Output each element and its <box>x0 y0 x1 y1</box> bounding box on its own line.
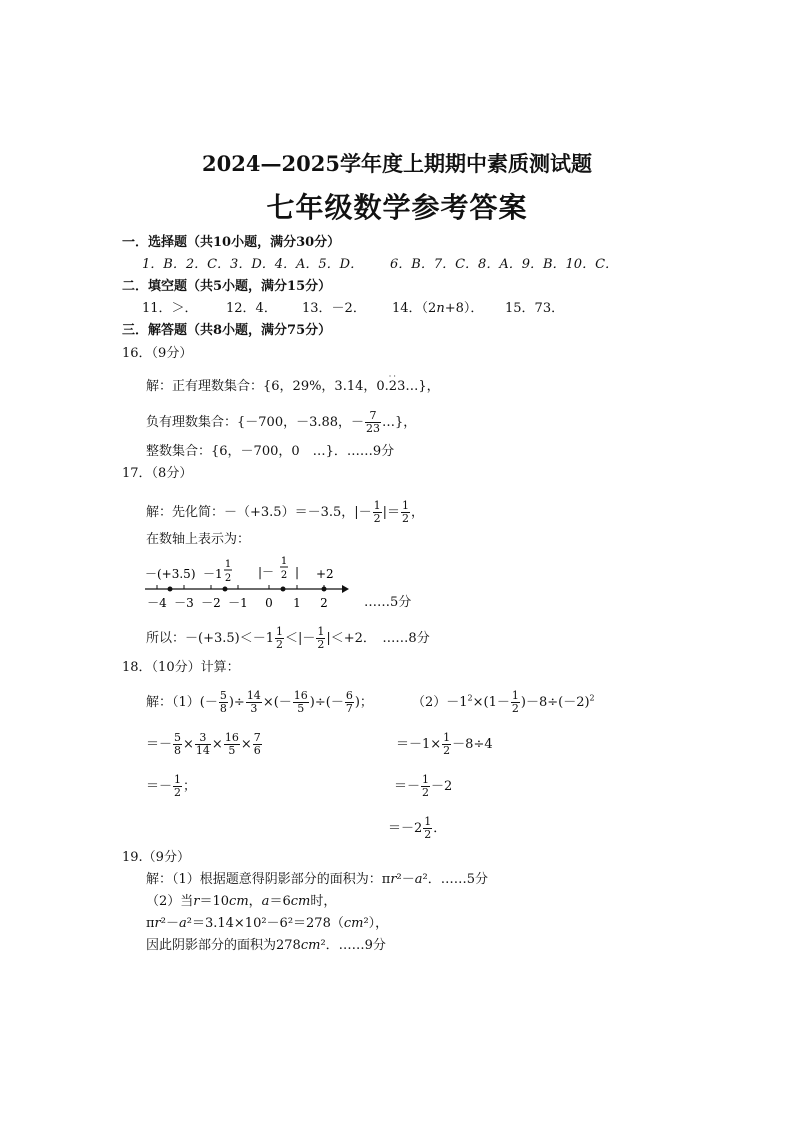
number-line <box>140 552 360 612</box>
q17-numberline-intro: 在数轴上表示为： <box>146 532 251 547</box>
svg-text:－3: －3 <box>174 596 194 610</box>
q18-part2-result: ＝－2 $\frac{1}{2}$ ． <box>388 815 447 841</box>
q18-part2-step1: ＝－1× $\frac{1}{2}$ －8÷4 <box>396 731 493 757</box>
svg-text:1: 1 <box>293 596 301 610</box>
svg-text:1: 1 <box>280 556 288 567</box>
section1-answers-6-10: 6．B．7．C．8．A．9．B．10．C． <box>390 257 619 272</box>
q16-positive-set: 解：正有理数集合：{6，29%，3.14，0. ·· 23…}， <box>146 372 440 394</box>
label-neg-1-half: －1 <box>203 567 223 581</box>
q17-label: 17．（8分） <box>122 466 193 481</box>
point-neg-3-5 <box>168 587 173 592</box>
point-half <box>281 587 286 592</box>
q18-part1-result: ＝－ $\frac{1}{2}$ ； <box>146 773 197 799</box>
document-title: 2024—2025学年度上期期中素质测试题 <box>202 151 592 176</box>
label-abs-neg-half: |－ <box>258 565 275 579</box>
q17-simplify: 解：先化简：－（+3.5）＝－3.5，|－ $\frac{1}{2}$ |＝ $\frac{1}{2}$ ， <box>146 499 425 525</box>
answer-13: 13．－2． <box>302 301 366 316</box>
section1-heading: 一．选择题（共10小题，满分30分） <box>122 235 341 250</box>
q19-line4: 因此阴影部分的面积为278cm²．……9分 <box>146 938 386 953</box>
document-subtitle: 七年级数学参考答案 <box>266 191 528 224</box>
q17-score-5: ……5分 <box>364 595 412 610</box>
svg-text:1: 1 <box>224 559 232 570</box>
svg-text:0: 0 <box>265 596 273 610</box>
svg-text:－2: －2 <box>201 596 221 610</box>
answer-14: 14．（2n+8）． <box>392 301 484 316</box>
q18-part1-step1: ＝－ $\frac{5}{8}$ × $\frac{3}{14}$ × $\frac{16}{5}$ × $\frac{7}{6}$ <box>146 731 261 757</box>
svg-text:－1: －1 <box>228 596 248 610</box>
point-2 <box>322 587 327 592</box>
section1-answers-1-5: 1．B．2．C．3．D．4．A．5．D． <box>142 257 364 272</box>
svg-text:2: 2 <box>280 570 288 581</box>
q16-label: 16．（9分） <box>122 346 193 361</box>
q18-part1-problem: 解：（1）(－ $\frac{5}{8}$ )÷ $\frac{14}{3}$ ×(－ $\frac{16}{5}$ )÷(－ $\frac{6}{7}$ )； <box>146 689 373 715</box>
q18-part2-problem: $(2)-1^2\times(1-$ $\frac{1}{2}$ )$-8\div(-2)^2$ <box>412 689 595 715</box>
answer-12: 12．4． <box>226 301 277 316</box>
label-plus-2: +2 <box>316 567 334 581</box>
q19-line1: 解：（1）根据题意得阴影部分的面积为：πr²－a²．……5分 <box>146 872 489 887</box>
q18-part2-step2: ＝－ $\frac{1}{2}$ －2 <box>394 773 453 799</box>
answer-11: 11．＞． <box>142 301 198 316</box>
section2-heading: 二．填空题（共5小题，满分15分） <box>122 279 332 294</box>
tick-labels <box>147 596 328 610</box>
q19-line3: πr²－a²＝3.14×10²－6²＝278（cm²）， <box>146 916 389 931</box>
q17-conclusion: 所以：－(+3.5)＜－1 $\frac{1}{2}$ ＜|－ $\frac{1}{2}$ |＜+2． ……8分 <box>146 625 430 651</box>
svg-text:－4: －4 <box>147 596 167 610</box>
answer-15: 15．73． <box>505 301 565 316</box>
q19-label: 19.（9分） <box>122 850 190 865</box>
svg-text:2: 2 <box>224 573 232 584</box>
q16-integer-set: 整数集合：{6，－700，0 …}．……9分 <box>146 444 395 459</box>
svg-text:2: 2 <box>320 596 328 610</box>
q19-line2: （2）当r＝10cm，a＝6cm时， <box>146 894 337 909</box>
q18-label: 18．（10分）计算： <box>122 660 240 675</box>
svg-text:|: | <box>295 565 300 579</box>
point-neg-1-5 <box>223 587 228 592</box>
q16-negative-set: 负有理数集合：{－700，－3.88，－ $\frac{7}{23}$ …}， <box>146 409 417 435</box>
section3-heading: 三．解答题（共8小题，满分75分） <box>122 323 332 338</box>
label-neg-3-5: －(+3.5) <box>145 567 196 581</box>
arrow-icon <box>342 585 349 593</box>
